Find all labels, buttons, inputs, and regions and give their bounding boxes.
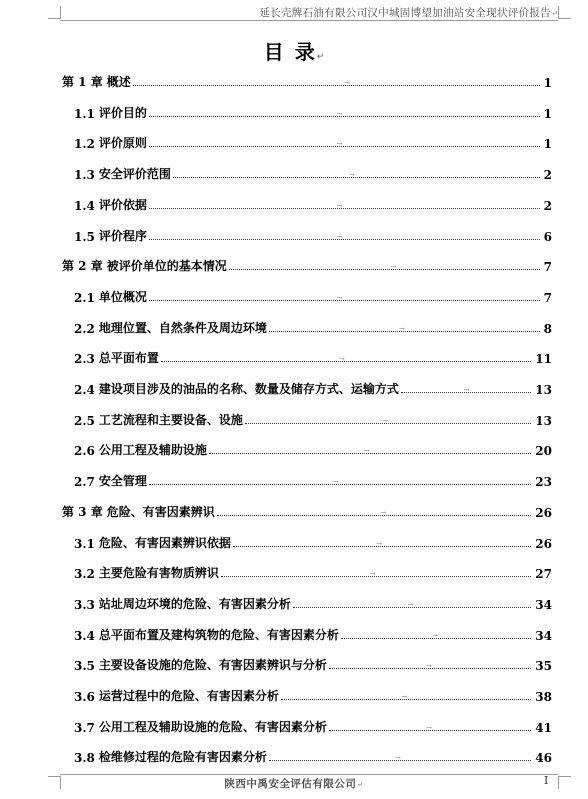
toc-entry-page: 34 — [535, 628, 552, 643]
toc-entry-number: 第 2 章 — [62, 259, 103, 274]
toc-entry-page: 46 — [535, 751, 552, 766]
running-footer — [0, 776, 588, 791]
toc-entry-page: 7 — [543, 290, 552, 305]
toc-entry-label: 主要设备设施的危险、有害因素辨识与分析 — [98, 658, 327, 673]
tab-arrow-icon: → — [463, 386, 470, 394]
toc-entry-number: 2.7 — [74, 475, 95, 490]
toc-section-entry[interactable] — [74, 226, 552, 244]
toc-entry-page: 7 — [543, 260, 552, 275]
dot-leader — [281, 693, 531, 701]
toc-section-entry[interactable] — [74, 440, 552, 458]
toc-entry-number: 2.2 — [74, 321, 95, 336]
toc-entry-page: 23 — [535, 475, 552, 490]
toc-entry-page: 34 — [535, 597, 552, 612]
toc-chapter-entry[interactable] — [62, 72, 552, 90]
toc-entry-page: 13 — [535, 413, 552, 428]
dot-leader — [149, 201, 540, 210]
toc-entry-number: 3.4 — [74, 628, 95, 643]
tab-arrow-icon: → — [363, 447, 370, 456]
toc-entry-number: 1.5 — [74, 229, 95, 244]
toc-section-entry[interactable] — [74, 747, 552, 765]
toc-entry-page: 2 — [543, 198, 552, 213]
toc-entry-label: 工艺流程和主要设备、设施 — [98, 412, 243, 427]
toc-entry-label: 检维修过程的危险有害因素分析 — [98, 750, 267, 765]
toc-entry-label: 公用工程及辅助设施 — [98, 443, 207, 458]
toc-entry-label: 被评价单位的基本情况 — [106, 259, 227, 274]
toc-entry-page: 27 — [535, 567, 552, 582]
paragraph-mark-icon: ↵ — [550, 9, 558, 18]
running-header — [60, 5, 558, 19]
dot-leader — [221, 570, 531, 579]
dot-leader — [149, 109, 540, 118]
toc-entry-number: 1.3 — [74, 168, 95, 183]
tab-arrow-icon: → — [338, 355, 345, 364]
toc-entry-label: 总平面布置及建构筑物的危险、有害因素分析 — [98, 627, 339, 642]
toc-section-entry[interactable] — [74, 318, 552, 336]
tab-arrow-icon: → — [332, 478, 339, 487]
page-title-text: 目 录 — [263, 40, 317, 64]
toc-entry-number: 3.6 — [74, 690, 95, 704]
tab-arrow-icon: → — [394, 754, 401, 763]
toc-entry-page: 1 — [543, 137, 552, 152]
toc-entry-number: 1.1 — [74, 106, 95, 121]
toc-entry-number: 3.7 — [74, 720, 95, 735]
toc-entry-label: 危险、有害因素辨识 — [106, 504, 215, 519]
running-header-text: 延长壳牌石油有限公司汉中城固博望加油站安全现状评价报告 — [259, 7, 551, 19]
tab-arrow-icon: → — [432, 631, 439, 640]
tab-arrow-icon: → — [426, 723, 432, 732]
toc-entry-page: 26 — [535, 536, 552, 551]
dot-leader — [161, 355, 531, 364]
toc-entry-page: 38 — [535, 690, 552, 704]
footer-rule — [60, 774, 558, 775]
toc-entry-number: 1.4 — [74, 198, 95, 213]
dot-leader — [401, 386, 531, 394]
toc-entry-page: 2 — [543, 168, 552, 183]
toc-entry-label: 地理位置、自然条件及周边环境 — [98, 320, 267, 335]
toc-section-entry[interactable] — [74, 348, 552, 366]
toc-entry-number: 第 3 章 — [62, 504, 103, 519]
running-footer-text: 陕西中禹安全评估有限公司 — [224, 778, 357, 790]
dot-leader — [293, 600, 531, 609]
tab-arrow-icon: → — [336, 232, 343, 241]
toc-section-entry[interactable] — [74, 594, 552, 612]
toc-entry-label: 运营过程中的危险、有害因素分析 — [98, 689, 279, 703]
tab-arrow-icon: → — [369, 570, 376, 579]
toc-entry-label: 评价目的 — [98, 105, 147, 120]
toc-entry-label: 总平面布置 — [98, 351, 159, 366]
dot-leader — [209, 447, 531, 456]
tab-arrow-icon: → — [407, 600, 414, 609]
tab-arrow-icon: → — [376, 539, 382, 548]
toc-entry-label: 评价依据 — [98, 197, 147, 212]
dot-leader — [341, 631, 531, 640]
toc-entry-number: 3.3 — [74, 597, 95, 612]
toc-entry-label: 主要危险有害物质辨识 — [98, 566, 219, 581]
toc-entry-number: 3.8 — [74, 751, 95, 766]
toc-section-entry[interactable] — [74, 195, 552, 213]
tab-arrow-icon: → — [380, 508, 387, 517]
toc-entry-number: 3.5 — [74, 659, 95, 674]
toc-section-entry[interactable] — [74, 133, 552, 151]
tab-arrow-icon: → — [426, 662, 432, 671]
dot-leader — [149, 232, 540, 241]
toc-entry-label: 安全管理 — [98, 474, 147, 489]
toc-section-entry[interactable] — [74, 717, 552, 735]
dot-leader — [269, 754, 531, 763]
tab-arrow-icon: → — [398, 324, 405, 333]
toc-chapter-entry[interactable] — [62, 256, 552, 274]
tab-arrow-icon: → — [336, 140, 343, 149]
dot-leader — [233, 539, 531, 548]
dot-leader — [173, 171, 540, 180]
toc-entry-page: 26 — [535, 505, 552, 520]
toc-section-entry[interactable] — [74, 471, 552, 489]
toc-section-entry[interactable] — [74, 563, 552, 581]
dot-leader — [329, 662, 531, 671]
toc-section-entry[interactable] — [74, 164, 552, 182]
toc-entry-label: 评价原则 — [98, 136, 147, 151]
tab-arrow-icon: → — [348, 171, 355, 180]
toc-entry-page: 6 — [543, 229, 552, 244]
toc-entry-number: 1.2 — [74, 137, 95, 152]
toc-section-entry[interactable] — [74, 686, 552, 704]
toc-entry-label: 单位概况 — [98, 289, 147, 304]
dot-leader — [149, 293, 540, 302]
toc-entry-page: 8 — [543, 321, 552, 336]
tab-arrow-icon: → — [336, 201, 343, 210]
toc-section-entry[interactable] — [74, 533, 552, 551]
page-number-text: I — [544, 774, 549, 787]
toc-entry-number: 2.6 — [74, 444, 95, 459]
toc-entry-number: 2.3 — [74, 352, 95, 367]
toc-entry-number: 2.1 — [74, 290, 95, 305]
tab-arrow-icon: → — [390, 263, 397, 272]
tab-arrow-icon: → — [336, 109, 343, 118]
tab-arrow-icon: → — [344, 79, 351, 87]
toc-entry-number: 2.5 — [74, 413, 95, 428]
toc-entry-label: 危险、有害因素辨识依据 — [98, 535, 231, 550]
toc-entry-label: 公用工程及辅助设施的危险、有害因素分析 — [98, 719, 327, 734]
header-rule — [60, 20, 558, 21]
toc-entry-page: 1 — [543, 76, 552, 90]
toc-entry-label: 概述 — [106, 75, 131, 89]
dot-leader — [229, 263, 540, 272]
dot-leader — [217, 508, 532, 517]
toc-entry-label: 建设项目涉及的油品的名称、数量及储存方式、运输方式 — [98, 382, 399, 396]
toc-entry-label: 站址周边环境的危险、有害因素分析 — [98, 596, 291, 611]
dot-leader — [269, 324, 540, 333]
dot-leader — [245, 416, 531, 425]
toc-entry-page: 20 — [535, 444, 552, 459]
dot-leader — [149, 478, 531, 487]
toc-section-entry[interactable] — [74, 103, 552, 121]
toc-entry-page: 11 — [535, 352, 552, 367]
paragraph-mark-icon: ↵ — [356, 780, 364, 789]
toc-entry-number: 第 1 章 — [62, 75, 103, 89]
toc-entry-page: 13 — [535, 383, 552, 397]
toc-entry-number: 3.2 — [74, 567, 95, 582]
toc-entry-label: 评价程序 — [98, 228, 147, 243]
page-title — [0, 36, 588, 65]
paragraph-mark-icon: ↵ — [316, 52, 325, 62]
margin-mark-top-right — [558, 6, 571, 19]
toc-chapter-entry[interactable] — [62, 502, 552, 520]
toc-entry-number: 2.4 — [74, 383, 95, 397]
dot-leader — [149, 140, 540, 149]
toc-section-entry[interactable] — [74, 287, 552, 305]
toc-section-entry[interactable] — [74, 379, 552, 397]
toc-entry-number: 3.1 — [74, 536, 95, 551]
tab-arrow-icon: → — [401, 693, 407, 701]
toc-entry-label: 安全评价范围 — [98, 167, 171, 182]
tab-arrow-icon: → — [382, 416, 389, 425]
toc-section-entry[interactable] — [74, 625, 552, 643]
toc-section-entry[interactable] — [74, 410, 552, 428]
page-number — [544, 774, 548, 787]
toc-entry-page: 1 — [543, 106, 552, 121]
dot-leader — [133, 79, 540, 87]
dot-leader — [329, 723, 531, 732]
toc-entry-page: 35 — [535, 659, 552, 674]
toc-entry-page: 41 — [535, 720, 552, 735]
tab-arrow-icon: → — [336, 293, 343, 302]
toc-section-entry[interactable] — [74, 655, 552, 673]
